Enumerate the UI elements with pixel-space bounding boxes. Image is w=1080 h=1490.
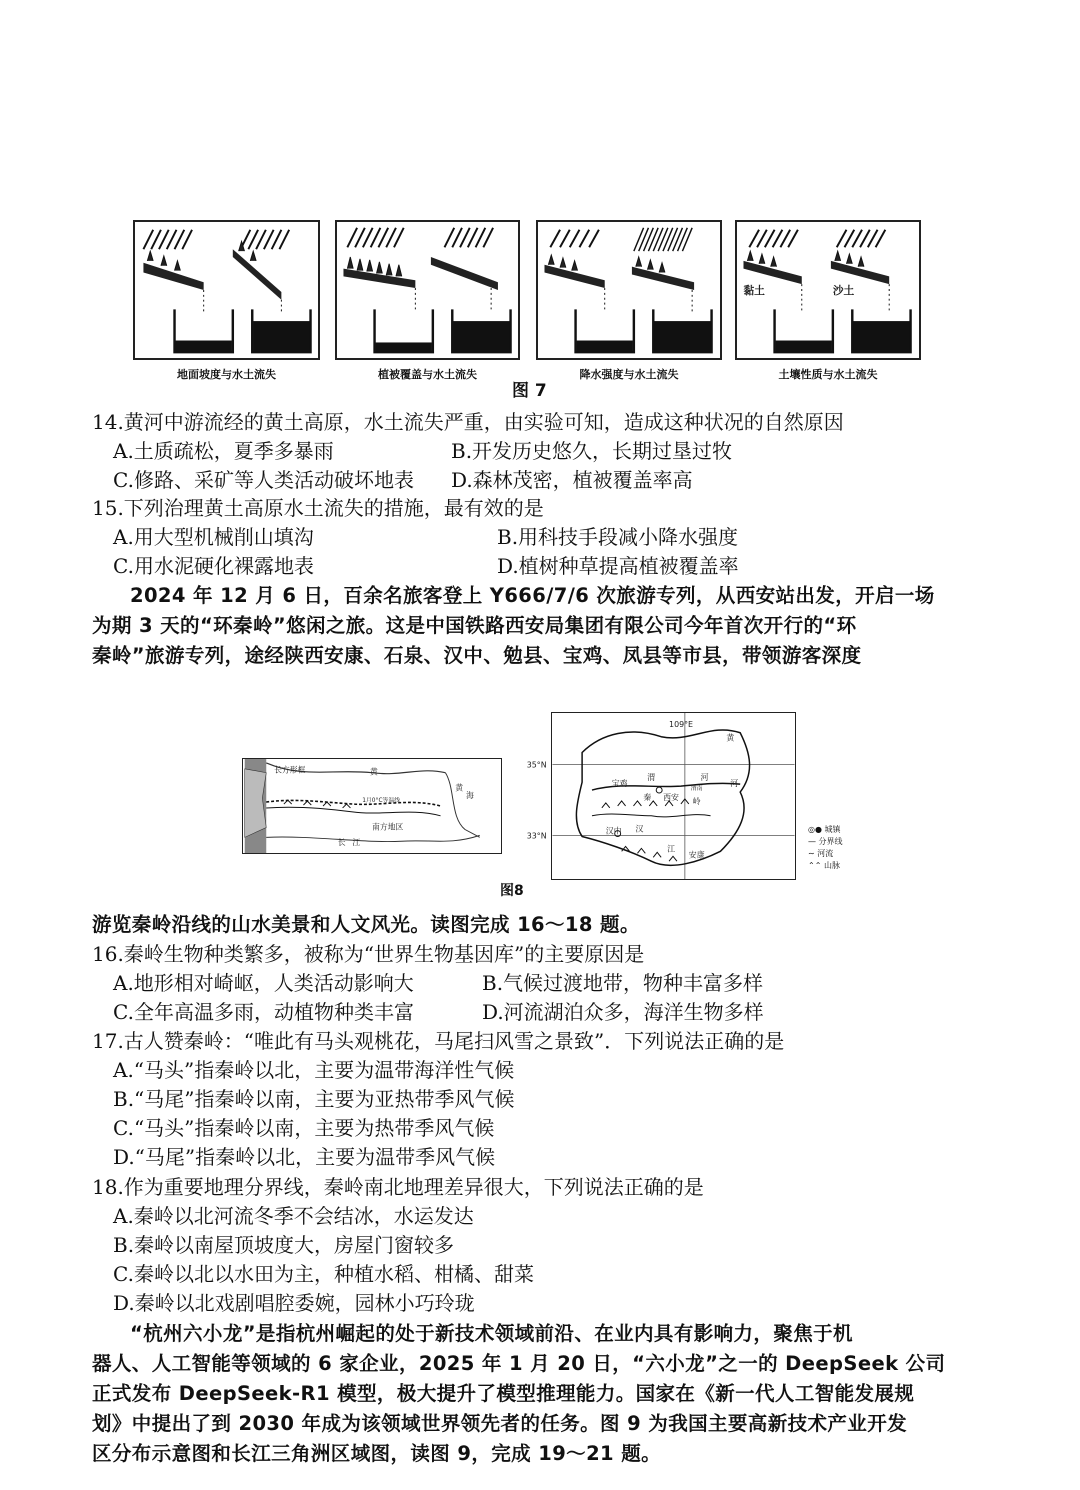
place-xian: 西安: [663, 792, 679, 802]
left-map-text-5: 海: [466, 791, 474, 801]
q17-option-c: C.“马头”指秦岭以南，主要为热带季风气候: [113, 1116, 495, 1140]
q15-stem: 15.下列治理黄土高原水土流失的措施，最有效的是: [92, 496, 544, 520]
qinling-region-map: [526, 713, 795, 879]
fig7-caption-soil: 土壤性质与水土流失: [778, 368, 878, 381]
passage2-line-1: “杭州六小龙”是指杭州崛起的处于新技术领域前沿、在业内具有影响力，聚焦于机: [130, 1322, 853, 1345]
q16-option-b: B.气候过渡地带，物种丰富多样: [482, 971, 764, 995]
legend-town: ◎● 城镇: [808, 825, 841, 834]
place-wei: 渭: [647, 773, 656, 783]
q17-option-a: A.“马头”指秦岭以北，主要为温带海洋性气候: [113, 1058, 515, 1082]
q16-option-c: C.全年高温多雨，动植物种类丰富: [113, 1000, 414, 1024]
fig7-panel-slope: [133, 220, 320, 360]
place-ankang: 安康: [688, 850, 705, 860]
left-map-text-1: 长方形框: [274, 765, 306, 775]
passage2-line-5: 区分布示意图和长江三角洲区域图，读图 9，完成 19～21 题。: [92, 1442, 662, 1465]
fig8-right-map: [526, 712, 796, 880]
q18-option-a: A.秦岭以北河流冬季不会结冰，水运发达: [113, 1204, 474, 1228]
left-map-text-7: 长: [337, 838, 346, 848]
right-map-lat-top: 35°N: [526, 760, 547, 770]
place-he: 河: [700, 773, 709, 783]
place-hanzhong: 汉中: [605, 826, 622, 836]
fig8-left-map: [242, 758, 502, 854]
passage1-line-4: 游览秦岭沿线的山水美景和人文风光。读图完成 16～18 题。: [92, 913, 640, 936]
fig7-panel-vegetation: [335, 220, 520, 360]
q14-option-a: A.土质疏松，夏季多暴雨: [113, 439, 334, 463]
q16-option-a: A.地形相对崎岖，人类活动影响大: [113, 971, 414, 995]
place-jiang: 江: [667, 844, 675, 854]
legend-mountain: ⌃⌃ 山脉: [808, 861, 840, 870]
clay-label: 黏土: [743, 283, 765, 297]
fig7-caption-rainfall: 降水强度与水土流失: [579, 368, 679, 381]
q14-option-b: B.开发历史悠久，长期过垦过牧: [451, 439, 733, 463]
passage1-line-3: 秦岭”旅游专列，途经陕西安康、石泉、汉中、勉县、宝鸡、凤县等市县，带领游客深度: [92, 644, 862, 667]
fig7-caption-vegetation: 植被覆盖与水土流失: [378, 368, 477, 381]
q16-option-d: D.河流湖泊众多，海洋生物多样: [482, 1000, 764, 1024]
q17-stem: 17.古人赞秦岭：“唯此有马头观桃花，马尾扫风雪之景致”．下列说法正确的是: [92, 1029, 785, 1053]
q15-option-d: D.植树种草提高植被覆盖率: [497, 554, 739, 578]
legend-river: ∼ 河流: [808, 849, 834, 858]
slope-experiment-illustration: [135, 222, 318, 358]
passage1-line-2: 为期 3 天的“环秦岭”悠闲之旅。这是中国铁路西安局集团有限公司今年首次开行的“环: [92, 614, 857, 637]
left-map-text-4: 黄: [455, 783, 464, 793]
passage1-line-1: 2024 年 12 月 6 日，百余名旅客登上 Y666/7/6 次旅游专列，从西安站出发，开启一场: [130, 584, 935, 607]
fig7-panel-rainfall: [536, 220, 722, 360]
fig7-caption-slope: 地面坡度与水土流失: [177, 368, 276, 381]
place-he2: 河: [730, 779, 739, 789]
fig8-legend: [808, 824, 843, 872]
q15-option-c: C.用水泥硬化裸露地表: [113, 554, 314, 578]
q15-option-a: A.用大型机械削山填沟: [113, 525, 314, 549]
q16-stem: 16.秦岭生物种类繁多，被称为“世界生物基因库”的主要原因是: [92, 942, 645, 966]
left-map-south: 南方地区: [372, 822, 404, 832]
rainfall-experiment-illustration: [538, 222, 720, 358]
sand-label: 沙土: [832, 283, 855, 297]
q18-option-b: B.秦岭以南屋顶坡度大，房屋门窗较多: [113, 1233, 455, 1257]
left-map-text-2: 黄: [370, 767, 378, 777]
place-baoji: 宝鸡: [611, 779, 628, 789]
q18-option-d: D.秦岭以北戏剧唱腔委婉，园林小巧玲珑: [113, 1291, 475, 1315]
q15-option-b: B.用科技手段减小降水强度: [497, 525, 739, 549]
soil-experiment-illustration: [737, 222, 919, 358]
place-qin: 秦: [643, 792, 652, 802]
fig7-panel-soil: [735, 220, 921, 360]
left-map-text-8: 江: [352, 838, 361, 848]
right-map-lat-bottom: 33°N: [526, 831, 547, 841]
q14-option-c: C.修路、采矿等人类活动破坏地表: [113, 468, 414, 492]
vegetation-experiment-illustration: [337, 222, 518, 358]
passage2-line-3: 正式发布 DeepSeek-R1 模型，极大提升了模型推理能力。国家在《新一代人工智能发展规: [92, 1382, 915, 1405]
passage2-line-4: 划》中提出了到 2030 年成为该领域世界领先者的任务。图 9 为我国主要高新技术产业开发: [92, 1412, 907, 1435]
right-map-lon: 109°E: [669, 719, 694, 729]
figure8-label: 图8: [500, 883, 524, 899]
q18-stem: 18.作为重要地理分界线，秦岭南北地理差异很大，下列说法正确的是: [92, 1175, 704, 1199]
passage2-line-2: 器人、人工智能等领域的 6 家企业，2025 年 1 月 20 日，“六小龙”之一的 DeepSeek 公司: [92, 1352, 946, 1375]
q14-stem: 14.黄河中游流经的黄土高原，水土流失严重，由实验可知，造成这种状况的自然原因: [92, 410, 844, 434]
place-weinan: 渭南: [690, 786, 703, 793]
china-north-south-map: [243, 759, 501, 853]
q18-option-c: C.秦岭以北以水田为主，种植水稻、柑橘、甜菜: [113, 1262, 534, 1286]
left-map-isotherm: 1月0°C等温线: [362, 798, 401, 805]
place-han: 汉: [635, 824, 644, 834]
q17-option-b: B.“马尾”指秦岭以南，主要为亚热带季风气候: [113, 1087, 515, 1111]
place-ling: 岭: [692, 796, 701, 806]
q17-option-d: D.“马尾”指秦岭以北，主要为温带季风气候: [113, 1145, 496, 1169]
place-huang: 黄: [726, 733, 735, 743]
legend-boundary: — 分界线: [808, 837, 843, 846]
q14-option-d: D.森林茂密，植被覆盖率高: [451, 468, 693, 492]
figure7-label: 图 7: [512, 381, 547, 401]
